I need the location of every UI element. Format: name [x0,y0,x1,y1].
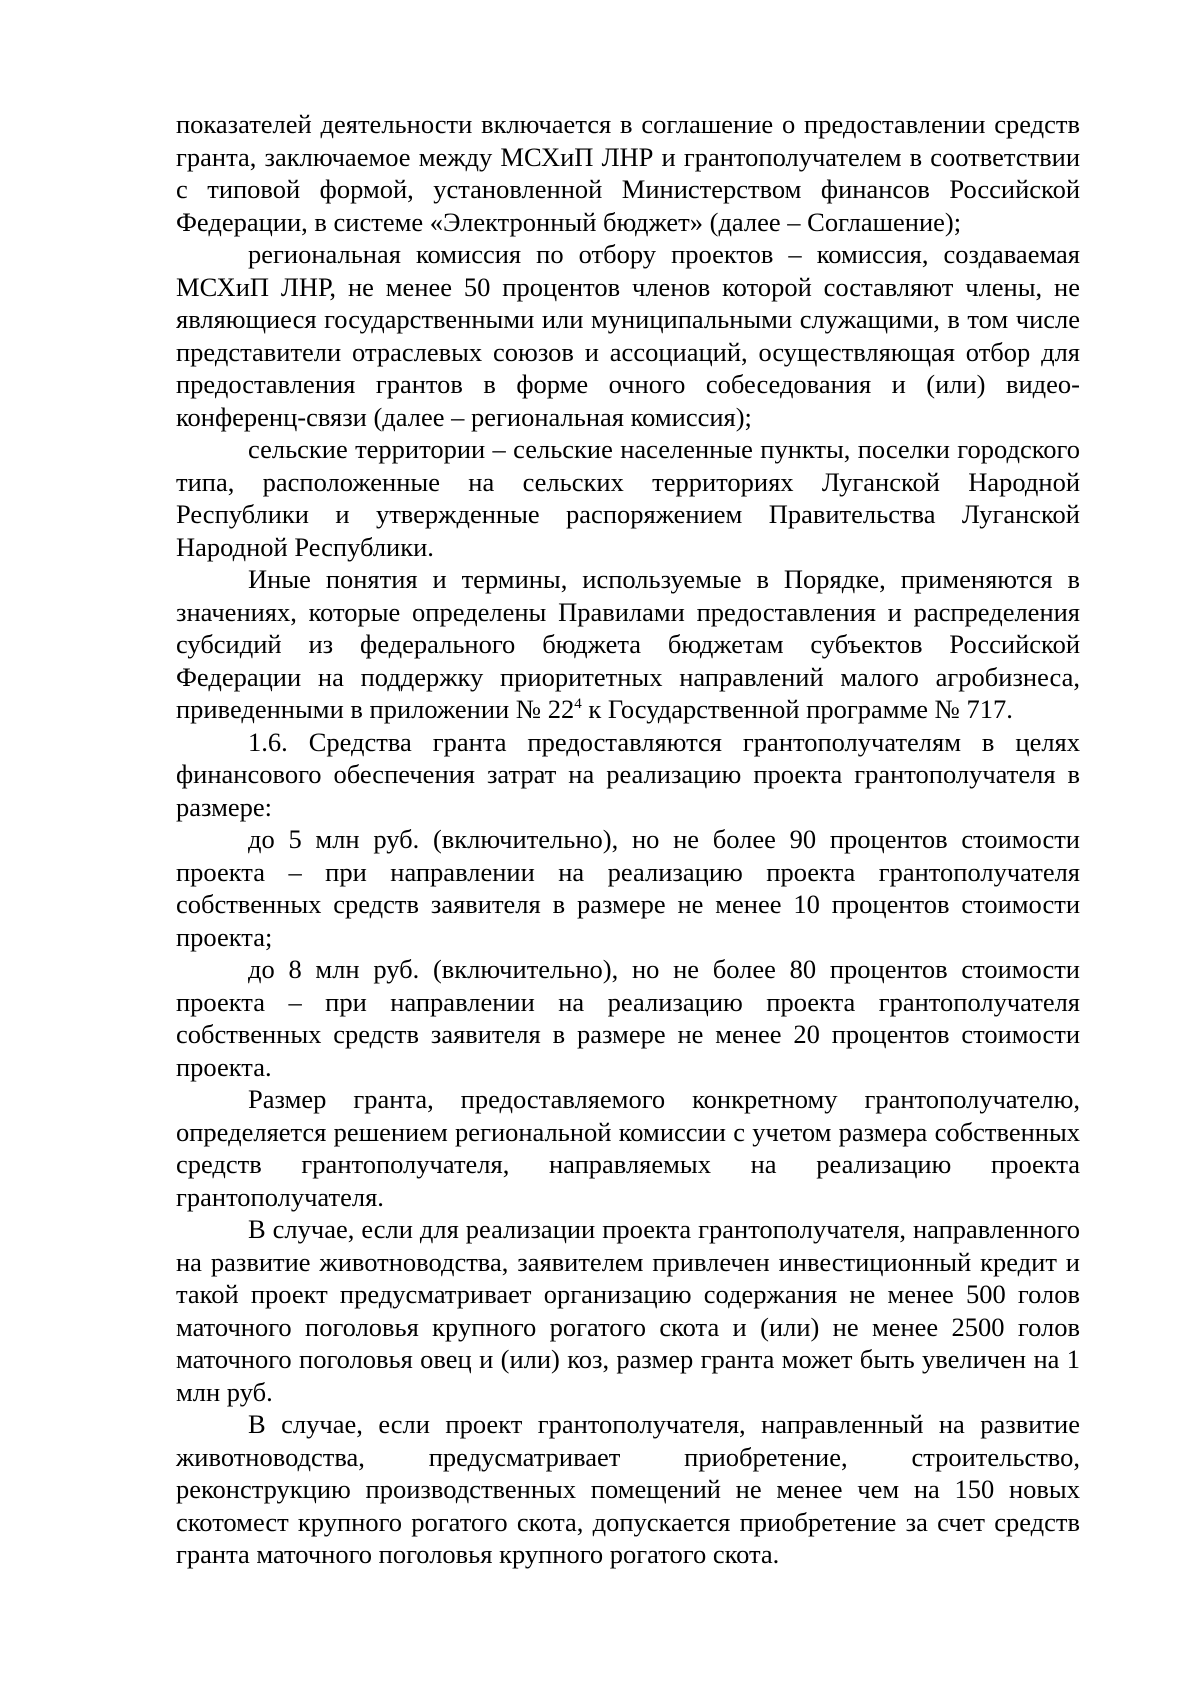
other-terms-text-end: к Государственной программе № 717. [581,694,1013,724]
paragraph-agreement-continuation: показателей деятельности включается в соглашение о предоставлении средств гранта, заключаемое между МСХиП ЛНР и грантополучателем в соответствии с типовой формой, установленной Министерством финансов Российской Федерации, в системе «Электронный бюджет» (далее – Соглашение); [176,109,1080,237]
paragraph-other-terms [176,563,1080,726]
paragraph-regional-commission: региональная комиссия по отбору проектов – комиссия, создаваемая МСХиП ЛНР, не менее 50 процентов членов которой составляют члены, не являющиеся государственными или муниципальными служащими, в том числе представители отраслевых союзов и ассоциаций, осуществляющая отбор для предоставления грантов в форме очного собеседования и (или) видео-конференц-связи (далее – региональная комиссия); [176,239,1080,432]
paragraph-grant-8mln: до 8 млн руб. (включительно), но не более 80 процентов стоимости проекта – при направлении на реализацию проекта грантополучателя собственных средств заявителя в размере не менее 20 процентов стоимости проекта. [176,954,1080,1082]
paragraph-grant-size: Размер гранта, предоставляемого конкретному грантополучателю, определяется решением региональной комиссии с учетом размера собственных средств грантополучателя, направляемых на реализацию проекта грантополучателя. [176,1084,1080,1212]
paragraph-grant-5mln: до 5 млн руб. (включительно), но не более 90 процентов стоимости проекта – при направлении на реализацию проекта грантополучателя собственных средств заявителя в размере не менее 10 процентов стоимости проекта; [176,824,1080,952]
other-terms-text: Иные понятия и термины, используемые в Порядке, применяются в значениях, которые определены Правилами предоставления и распределения субсидий из федерального бюджета бюджетам субъектов Российской Федерации на поддержку приоритетных направлений малого агробизнеса, приведенными в приложении № 22 [176,564,1080,724]
paragraph-investment-credit: В случае, если для реализации проекта грантополучателя, направленного на развитие животноводства, заявителем привлечен инвестиционный кредит и такой проект предусматривает организацию содержания не менее 500 голов маточного поголовья крупного рогатого скота и (или) не менее 2500 голов маточного поголовья овец и (или) коз, размер гранта может быть увеличен на 1 млн руб. [176,1214,1080,1407]
appendix-superscript: 4 [574,696,582,712]
paragraph-section-1-6: 1.6. Средства гранта предоставляются грантополучателям в целях финансового обеспечения затрат на реализацию проекта грантополучателя в размере: [176,726,1080,822]
paragraph-rural-territories: сельские территории – сельские населенные пункты, поселки городского типа, расположенные на сельских территориях Луганской Народной Республики и утвержденные распоряжением Правительства Луганской Народной Республики. [176,434,1080,562]
document-page [176,108,1080,1571]
paragraph-livestock-premises: В случае, если проект грантополучателя, направленный на развитие животноводства, предусматривает приобретение, строительство, реконструкцию производственных помещений не менее чем на 150 новых скотомест крупного рогатого скота, допускается приобретение за счет средств гранта маточного поголовья крупного рогатого скота. [176,1409,1080,1569]
